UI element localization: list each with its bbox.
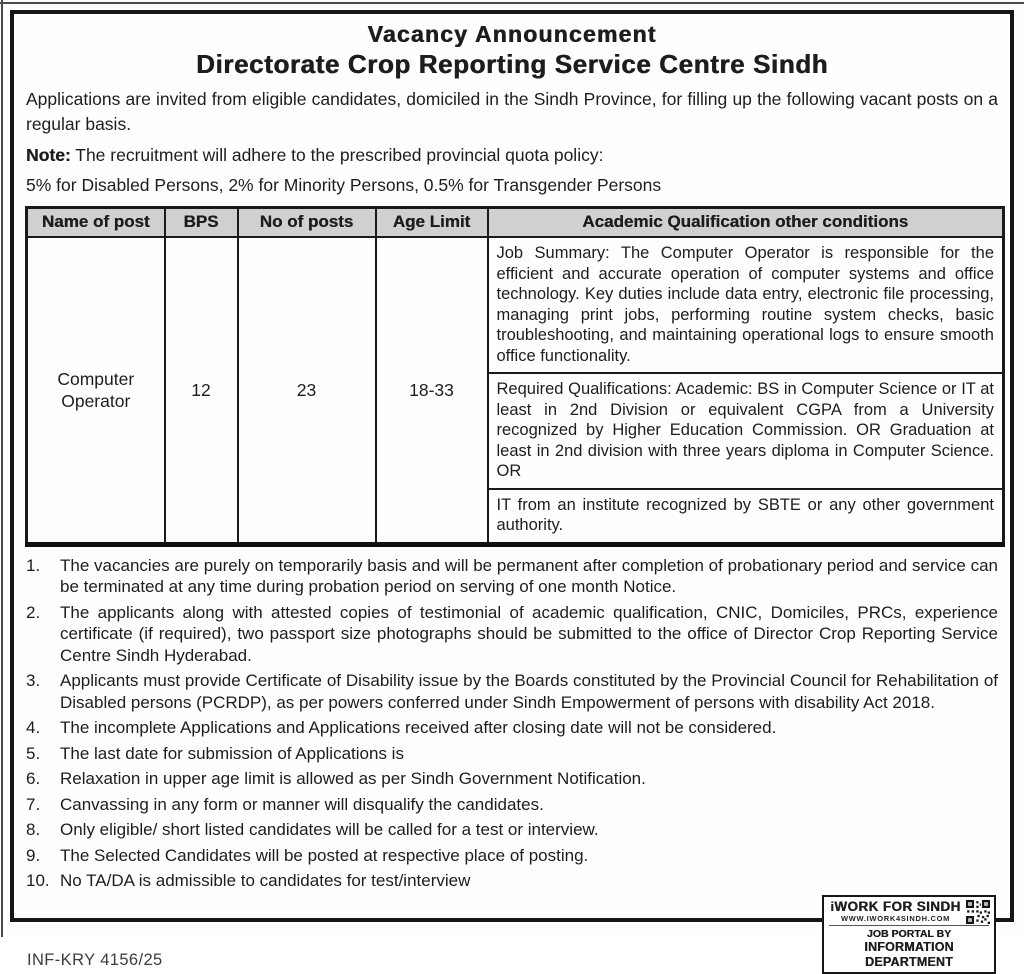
ad-footer bbox=[25, 896, 999, 974]
condition-item-5 bbox=[26, 743, 998, 765]
table-header-row bbox=[27, 208, 1004, 238]
badge-logo-block bbox=[829, 900, 989, 926]
badge-line-job-portal-by: JOB PORTAL BY bbox=[866, 927, 952, 940]
condition-number: 8. bbox=[26, 820, 41, 839]
condition-item-10 bbox=[26, 870, 998, 892]
condition-text: Applicants must provide Certificate of Disability issue by the Boards constituted by the Provincial Council for Rehabilitation of Disabled persons (PCRDP), as per powers conferred under Sindh Empowerment of persons with disability Act 2018. bbox=[60, 671, 998, 712]
condition-item-1 bbox=[26, 555, 998, 598]
qualification-paragraph-job-summary: Job Summary: The Computer Operator is responsible for the efficient and accurate operation of computer systems and office technology. Key duties include data entry, electronic file processing, managing print jobs, performing routine system checks, basic troubleshooting, and maintaining operational logs to ensure smooth office functionality. bbox=[489, 238, 1003, 374]
quota-percentages: 5% for Disabled Persons, 2% for Minority Persons, 0.5% for Transgender Persons bbox=[26, 175, 662, 195]
col-header-name-of-post: Name of post bbox=[27, 208, 165, 238]
quota-note bbox=[26, 143, 998, 168]
condition-item-2 bbox=[26, 602, 998, 667]
cell-post-name: Computer Operator bbox=[27, 237, 165, 544]
col-header-qualifications: Academic Qualification other conditions bbox=[488, 208, 1004, 238]
condition-item-4 bbox=[26, 717, 998, 739]
badge-logo-text bbox=[829, 900, 962, 914]
condition-number: 3. bbox=[26, 671, 41, 690]
condition-item-6 bbox=[26, 768, 998, 790]
advertisement-reference-number: INF-KRY 4156/25 bbox=[27, 950, 163, 969]
condition-item-8 bbox=[26, 819, 998, 841]
condition-number: 6. bbox=[26, 769, 41, 788]
condition-number: 1. bbox=[26, 555, 41, 575]
badge-website-url: WWW.IWORK4SINDH.COM bbox=[840, 913, 951, 923]
col-header-no-of-posts: No of posts bbox=[238, 208, 376, 238]
ad-subtitle-organization: Directorate Crop Reporting Service Centre Sindh bbox=[195, 49, 829, 79]
condition-number: 2. bbox=[26, 602, 41, 622]
condition-text: Only eligible/ short listed candidates will be called for a test or interview. bbox=[60, 820, 599, 839]
condition-number: 4. bbox=[26, 718, 41, 737]
qualification-paragraph-it-institute: IT from an institute recognized by SBTE or any other government authority. bbox=[496, 495, 994, 534]
col-header-age-limit: Age Limit bbox=[376, 208, 488, 238]
condition-text: Relaxation in upper age limit is allowed as per Sindh Government Notification. bbox=[60, 769, 646, 788]
note-label: Note: bbox=[26, 145, 71, 165]
table-row bbox=[27, 237, 1004, 544]
condition-text: The applicants along with attested copies of testimonial of academic qualification, CNIC, Domiciles, PRCs, experience certificate (if required), two passport size photographs should be submitted to the office of Director Crop Reporting Service Centre Sindh Hyderabad. bbox=[60, 602, 998, 665]
badge-line-information-department: INFORMATION DEPARTMENT bbox=[864, 939, 954, 969]
condition-item-7 bbox=[26, 794, 998, 816]
newspaper-column-rule bbox=[1, 0, 3, 937]
cell-qualifications bbox=[488, 237, 1004, 544]
vacancy-announcement-box bbox=[10, 10, 1014, 969]
qualification-paragraph-required-qualifications: Required Qualifications: Academic: BS in Computer Science or IT at least in 2nd Division or equivalent CGPA from a University recognized by Higher Education Commission. OR Graduation at least in 2nd division with three years diploma in Computer Science. OR bbox=[489, 374, 1003, 490]
cell-age-limit: 18-33 bbox=[376, 237, 488, 544]
cell-bps: 12 bbox=[165, 237, 238, 544]
condition-text: The Selected Candidates will be posted at respective place of posting. bbox=[60, 845, 589, 865]
condition-item-3 bbox=[26, 670, 998, 713]
condition-text: Canvassing in any form or manner will disqualify the candidates. bbox=[60, 794, 544, 814]
condition-item-9 bbox=[26, 845, 998, 867]
condition-number: 10. bbox=[26, 871, 50, 890]
condition-number: 5. bbox=[26, 743, 41, 763]
note-text: The recruitment will adhere to the prescribed provincial quota policy: bbox=[70, 145, 604, 165]
condition-text: The incomplete Applications and Applications received after closing date will not be considered. bbox=[60, 718, 777, 737]
work-for-sindh-text: WORK FOR SINDH bbox=[834, 898, 961, 914]
iwork4sindh-badge bbox=[822, 895, 996, 974]
ad-title: Vacancy Announcement bbox=[367, 21, 657, 47]
condition-number: 9. bbox=[26, 845, 41, 865]
cell-no-of-posts: 23 bbox=[238, 237, 376, 544]
conditions-list bbox=[26, 555, 998, 892]
intro-paragraph: Applications are invited from eligible candidates, domiciled in the Sindh Province, for filling up the following vacant posts on a regular basis. bbox=[26, 89, 998, 134]
condition-text: The vacancies are purely on temporarily basis and will be permanent after completion of probationary period and service can be terminated at any time during probation period on serving of one month Notice. bbox=[60, 555, 998, 596]
newspaper-top-rule bbox=[0, 2, 1024, 4]
condition-text: The last date for submission of Applications is bbox=[60, 743, 404, 763]
condition-text: No TA/DA is admissible to candidates for test/interview bbox=[60, 871, 471, 890]
qr-code-icon bbox=[966, 900, 990, 924]
condition-number: 7. bbox=[26, 794, 41, 814]
vacancy-table bbox=[25, 206, 1005, 547]
iwork-logo-i: i bbox=[830, 899, 835, 914]
col-header-bps: BPS bbox=[165, 208, 238, 238]
